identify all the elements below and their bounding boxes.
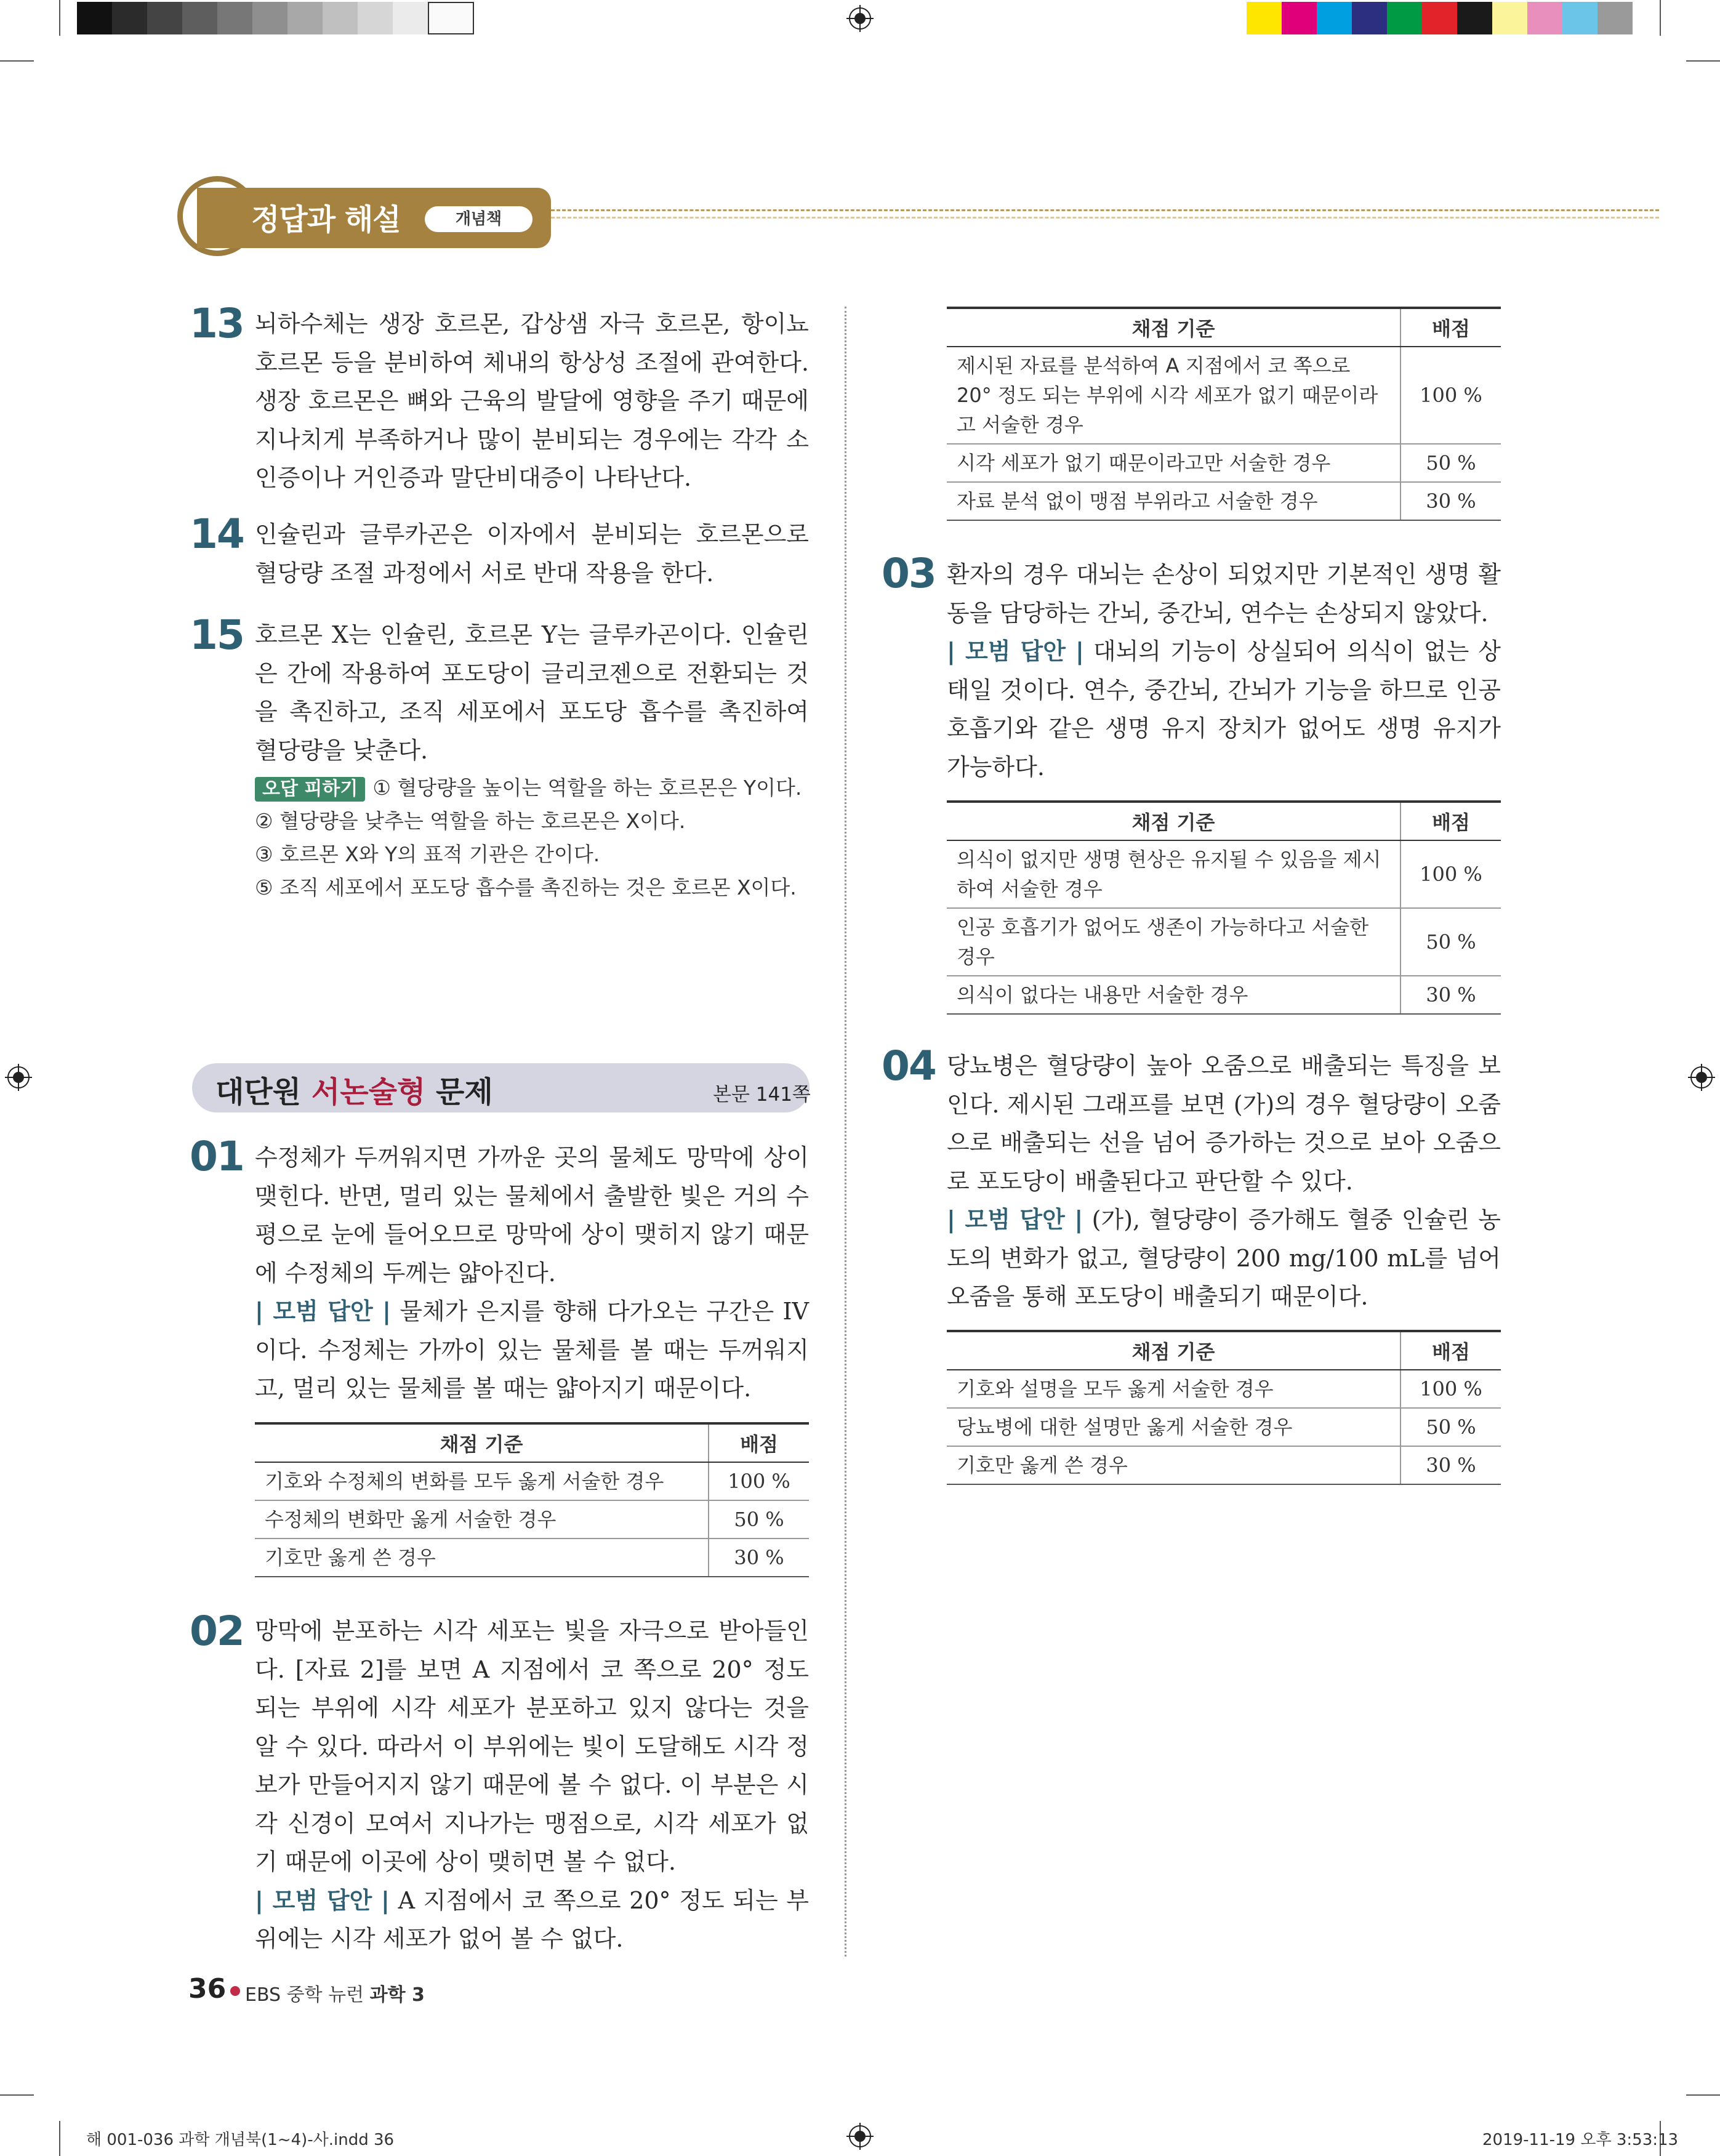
- footer-dot-icon: [230, 1986, 240, 1996]
- model-answer: | 모범 답안 | A 지점에서 코 쪽으로 20° 정도 되는 부위에는 시각 세포가 없어 볼 수 없다.: [255, 1886, 809, 1952]
- crop-mark: [0, 2094, 34, 2096]
- explanation: 수정체가 두꺼워지면 가까운 곳의 물체도 망막에 상이 맺힌다. 반면, 멀리 있는 물체에서 출발한 빛은 거의 수평으로 눈에 들어오므로 망막에 상이 맺히지 않기 때문에 수정체의 두께는 얇아진다.: [255, 1144, 809, 1287]
- wrong-answer-line: ② 혈당량을 낮추는 역할을 하는 호르몬은 X이다.: [255, 809, 686, 833]
- crop-mark: [0, 60, 34, 62]
- registration-mark-icon: [5, 1064, 32, 1091]
- model-answer: | 모범 답안 | 물체가 은지를 향해 다가오는 구간은 IV이다. 수정체는 가까이 있는 물체를 볼 때는 두꺼워지고, 멀리 있는 물체를 볼 때는 얇아지기 때문이다.: [255, 1298, 809, 1402]
- criteria-header: 채점 기준: [255, 1423, 709, 1462]
- question-text: [255, 1612, 809, 1958]
- question-text: [947, 555, 1501, 786]
- registration-mark-icon: [846, 2123, 874, 2150]
- question-number: 01: [190, 1133, 244, 1180]
- question-number: 15: [190, 611, 244, 659]
- points-header: 배점: [709, 1423, 809, 1462]
- points-header: 배점: [1401, 802, 1501, 840]
- question-number: 14: [190, 510, 244, 558]
- scoring-table: [947, 800, 1501, 1015]
- wrong-answer-line: ⑤ 조직 세포에서 포도당 흡수를 촉진하는 것은 호르몬 X이다.: [255, 875, 797, 899]
- question-text: [255, 1138, 809, 1408]
- crop-mark: [1660, 0, 1661, 36]
- criteria-header: 채점 기준: [947, 308, 1401, 347]
- column-divider: [845, 307, 846, 1957]
- criteria-header: 채점 기준: [947, 802, 1401, 840]
- print-date-info: 2019-11-19 오후 3:53:13: [1482, 2131, 1679, 2149]
- section-title: 대단원 서논술형 문제: [215, 1075, 493, 1109]
- page-number: 36: [188, 1973, 227, 2005]
- registration-mark-icon: [1688, 1064, 1715, 1091]
- wrong-answer-line: ③ 호르몬 X와 Y의 표적 기관은 간이다.: [255, 842, 600, 866]
- table-row: 의식이 없다는 내용만 서술한 경우 30 %: [947, 976, 1501, 1014]
- question-number: 13: [190, 300, 244, 347]
- scoring-table: [255, 1422, 809, 1577]
- table-row: 기호와 수정체의 변화를 모두 옳게 서술한 경우 100 %: [255, 1462, 809, 1500]
- table-row: 기호만 옳게 쓴 경우 30 %: [255, 1539, 809, 1577]
- wrong-answer-tag: 오답 피하기: [255, 777, 365, 802]
- wrong-answer-notes: [255, 771, 809, 904]
- wrong-answer-line: 오답 피하기 ① 혈당량을 높이는 역할을 하는 호르몬은 Y이다.: [255, 771, 809, 805]
- question-text: 인슐린과 글루카곤은 이자에서 분비되는 호르몬으로 혈당량 조절 과정에서 서로 반대 작용을 한다.: [255, 521, 809, 587]
- model-answer: | 모범 답안 | 대뇌의 기능이 상실되어 의식이 없는 상태일 것이다. 연수, 중간뇌, 간뇌가 기능을 하므로 인공 호흡기와 같은 생명 유지 장치가 없어도 생명 유지가 가능하다.: [947, 638, 1501, 781]
- explanation: 환자의 경우 대뇌는 손상이 되었지만 기본적인 생명 활동을 담당하는 간뇌, 중간뇌, 연수는 손상되지 않았다.: [947, 561, 1501, 627]
- table-row: 당뇨병에 대한 설명만 옳게 서술한 경우 50 %: [947, 1408, 1501, 1446]
- question-text: 뇌하수체는 생장 호르몬, 갑상샘 자극 호르몬, 항이뇨 호르몬 등을 분비하여 체내의 항상성 조절에 관여한다. 생장 호르몬은 뼈와 근육의 발달에 영향을 주기 때문에 지나치게 부족하거나 많이 분비되는 경우에는 각각 소인증이나 거인증과 말단비대증이 나타난다.: [255, 310, 809, 491]
- table-row: 제시된 자료를 분석하여 A 지점에서 코 쪽으로 20° 정도 되는 부위에 시각 세포가 없기 때문이라고 서술한 경우 100 %: [947, 347, 1501, 444]
- criteria-header: 채점 기준: [947, 1331, 1401, 1370]
- scoring-table: [947, 307, 1501, 521]
- crop-mark: [1686, 2094, 1720, 2096]
- print-file-info: 해 001-036 과학 개념북(1~4)-사.indd 36: [86, 2131, 395, 2149]
- crop-mark: [1686, 60, 1720, 62]
- table-row: 기호와 설명을 모두 옳게 서술한 경우 100 %: [947, 1370, 1501, 1408]
- table-row: 인공 호흡기가 없어도 생존이 가능하다고 서술한 경우 50 %: [947, 908, 1501, 976]
- question-text: [947, 1047, 1501, 1316]
- explanation: 망막에 분포하는 시각 세포는 빛을 자극으로 받아들인다. [자료 2]를 보면 A 지점에서 코 쪽으로 20° 정도 되는 부위에 시각 세포가 분포하고 있지 않다는 것을 알 수 있다. 따라서 이 부위에는 빛이 도달해도 시각 정보가 만들어지지 않기 때문에 볼 수 없다. 이 부분은 시각 신경이 모여서 지나가는 맹점으로, 시각 세포가 없기 때문에 이곳에 상이 맺히면 볼 수 없다.: [255, 1617, 809, 1875]
- points-header: 배점: [1401, 1331, 1501, 1370]
- book-title: EBS 중학 뉴런 과학 3: [245, 1984, 425, 2006]
- header-divider: [551, 209, 1659, 211]
- crop-mark: [59, 2121, 60, 2156]
- table-row: 수정체의 변화만 옳게 서술한 경우 50 %: [255, 1500, 809, 1539]
- question-number: 03: [882, 550, 936, 597]
- scoring-table: [947, 1330, 1501, 1485]
- table-row: 의식이 없지만 생명 현상은 유지될 수 있음을 제시하여 서술한 경우 100 %: [947, 840, 1501, 908]
- page-header-title: 정답과 해설: [251, 203, 401, 237]
- question-text: 호르몬 X는 인슐린, 호르몬 Y는 글루카곤이다. 인슐린은 간에 작용하여 포도당이 글리코젠으로 전환되는 것을 촉진하고, 조직 세포에서 포도당 흡수를 촉진하여 혈당량을 낮춘다.: [255, 621, 809, 764]
- question-number: 04: [882, 1042, 936, 1090]
- header-badge: 개념책: [425, 206, 532, 232]
- table-row: 기호만 옳게 쓴 경우 30 %: [947, 1446, 1501, 1484]
- points-header: 배점: [1401, 308, 1501, 347]
- crop-mark: [59, 0, 60, 36]
- table-row: 자료 분석 없이 맹점 부위라고 서술한 경우 30 %: [947, 482, 1501, 520]
- section-page-ref: 본문 141쪽: [713, 1084, 811, 1106]
- table-row: 시각 세포가 없기 때문이라고만 서술한 경우 50 %: [947, 444, 1501, 482]
- question-number: 02: [190, 1607, 244, 1655]
- registration-mark-icon: [846, 5, 874, 32]
- explanation: 당뇨병은 혈당량이 높아 오줌으로 배출되는 특징을 보인다. 제시된 그래프를 보면 (가)의 경우 혈당량이 오줌으로 배출되는 선을 넘어 증가하는 것으로 보아 오줌으로 포도당이 배출된다고 판단할 수 있다.: [947, 1052, 1501, 1195]
- header-divider: [551, 217, 1659, 219]
- model-answer: | 모범 답안 | (가), 혈당량이 증가해도 혈중 인슐린 농도의 변화가 없고, 혈당량이 200 mg/100 mL를 넘어 오줌을 통해 포도당이 배출되기 때문이다.: [947, 1206, 1501, 1310]
